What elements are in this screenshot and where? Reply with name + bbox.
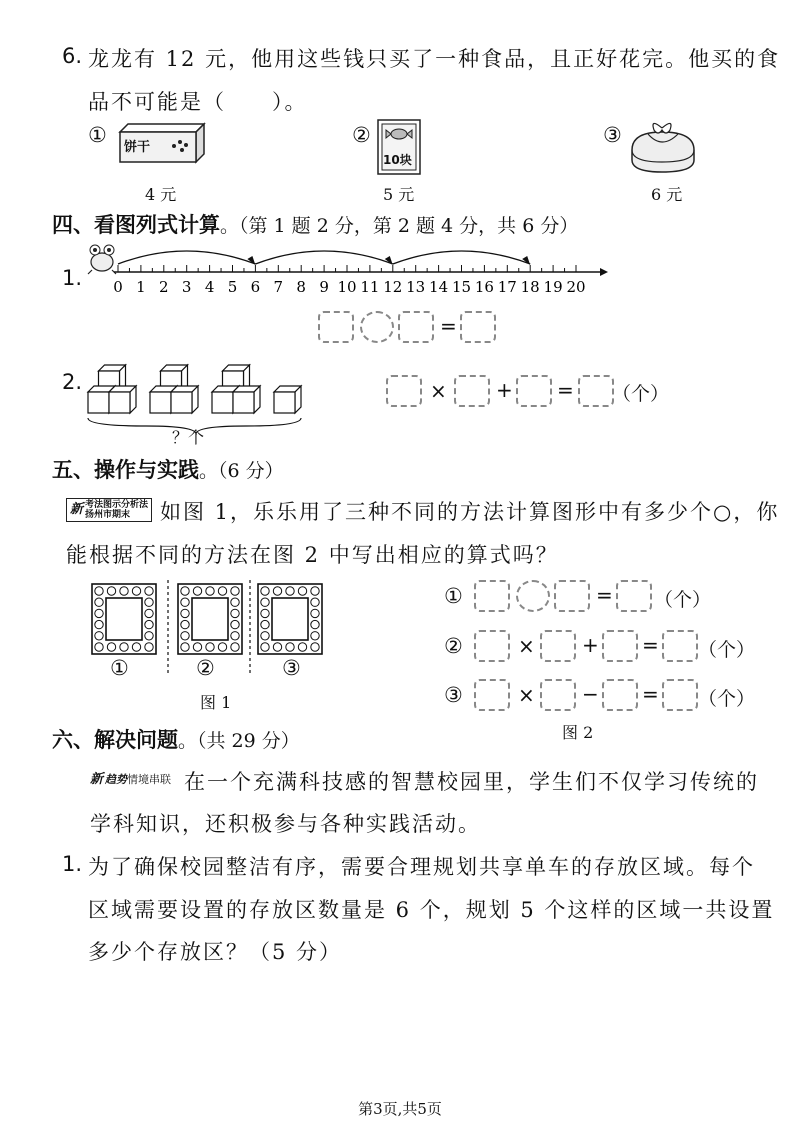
section-5-badge <box>66 498 152 522</box>
dot <box>231 620 239 628</box>
fig2-row3-mark: ③ <box>444 683 463 707</box>
s4-q2-plus: + <box>496 378 513 402</box>
option-1-price: 4 元 <box>145 185 177 204</box>
dot <box>145 632 153 640</box>
fig2-row1-box-1[interactable] <box>474 580 510 612</box>
dot <box>181 609 189 617</box>
tick-label: 4 <box>204 278 215 296</box>
dot <box>261 620 269 628</box>
badge6-bottom: 情境串联 <box>127 773 172 786</box>
s4-q1-equals: = <box>440 314 457 338</box>
dot <box>261 587 269 595</box>
tick-label: 8 <box>296 278 306 296</box>
dot <box>311 598 319 606</box>
tick-label: 3 <box>181 278 192 296</box>
dot <box>311 587 319 595</box>
dot <box>231 587 239 595</box>
cube-front <box>233 392 254 413</box>
cube-front <box>150 392 171 413</box>
badge-new: 新 <box>70 501 84 517</box>
dot <box>181 587 189 595</box>
fig1-mark-3: ③ <box>282 656 301 680</box>
dot <box>311 632 319 640</box>
fig2-row3-box-3[interactable] <box>602 679 638 711</box>
fig2-row2-answer[interactable] <box>662 630 698 662</box>
s6-q1-number: 1. <box>62 852 83 876</box>
fig2-row2-box-3[interactable] <box>602 630 638 662</box>
dot <box>206 643 214 651</box>
tick-label: 19 <box>543 278 563 296</box>
cube-front <box>274 392 295 413</box>
tick-label: 2 <box>159 278 169 296</box>
s6-q1-line3: 多少个存放区？（5 分） <box>88 940 343 964</box>
dot <box>181 632 189 640</box>
tick-label: 13 <box>406 278 426 296</box>
jump-arc <box>393 251 530 264</box>
dot <box>311 609 319 617</box>
dot <box>273 587 281 595</box>
dot <box>181 643 189 651</box>
fig2-row2-times: × <box>518 634 535 658</box>
fig1-mark-1: ① <box>110 656 129 680</box>
dot <box>107 587 115 595</box>
section-4-title: 四、看图列式计算 <box>52 213 220 237</box>
cube-front <box>212 392 233 413</box>
dot <box>181 598 189 606</box>
fig2-row3-unit: （个） <box>698 688 756 710</box>
s6-intro-line2: 学科知识，还积极参与各种实践活动。 <box>90 812 481 836</box>
tick-label: 6 <box>250 278 261 296</box>
fig2-row1-equals: = <box>596 583 613 607</box>
frame-inner <box>106 598 142 640</box>
fig2-row3-box-2[interactable] <box>540 679 576 711</box>
frame-inner <box>272 598 308 640</box>
fig2-row3-box-1[interactable] <box>474 679 510 711</box>
section-5-heading <box>52 454 284 484</box>
dot <box>261 632 269 640</box>
dot <box>193 643 201 651</box>
tick-label: 5 <box>227 278 238 296</box>
s4-q1-number: 1. <box>62 266 83 290</box>
dot <box>261 609 269 617</box>
badge-top: 考法图示分析法 <box>85 500 149 510</box>
fig2-row2-box-1[interactable] <box>474 630 510 662</box>
dot <box>218 643 226 651</box>
s4-q2-brace-label: ？个 <box>172 428 205 447</box>
dot <box>120 643 128 651</box>
dot <box>193 587 201 595</box>
fig2-row2-equals: = <box>642 633 659 657</box>
dot <box>107 643 115 651</box>
tick-label: 1 <box>136 278 146 296</box>
jump-arrowhead <box>247 256 255 265</box>
dot <box>261 598 269 606</box>
tick-label: 20 <box>566 278 586 296</box>
tick-label: 9 <box>319 278 329 296</box>
dot <box>95 609 103 617</box>
dot <box>261 643 269 651</box>
fig2-row1-answer[interactable] <box>616 580 652 612</box>
fig2-row1-box-2[interactable] <box>554 580 590 612</box>
s6-intro-line1: 在一个充满科技感的智慧校园里，学生们不仅学习传统的 <box>184 770 759 794</box>
dot <box>145 609 153 617</box>
cube-front <box>171 392 192 413</box>
dot <box>95 620 103 628</box>
tick-label: 0 <box>113 278 123 296</box>
option-1-mark: ① <box>88 123 107 147</box>
dot <box>298 643 306 651</box>
dot <box>206 587 214 595</box>
fig2-row2-box-2[interactable] <box>540 630 576 662</box>
jump-arrowhead <box>385 256 393 265</box>
tick-label: 7 <box>273 278 284 296</box>
dot <box>231 632 239 640</box>
section-6-title: 六、解决问题 <box>52 728 178 752</box>
s4-q1-box-1[interactable] <box>318 311 354 343</box>
option-2-price: 5 元 <box>383 185 415 204</box>
s4-q2-answer-box[interactable] <box>578 375 614 407</box>
fig2-row2-unit: （个） <box>698 639 756 661</box>
dot <box>120 587 128 595</box>
s6-q1-line2: 区域需要设置的存放区数量是 6 个，规划 5 个这样的区域一共设置 <box>88 898 775 922</box>
s4-q1-box-2[interactable] <box>398 311 434 343</box>
tick-label: 16 <box>474 278 494 296</box>
option-3-price: 6 元 <box>651 185 683 204</box>
s4-q2-number: 2. <box>62 370 83 394</box>
dot <box>311 620 319 628</box>
dot <box>231 609 239 617</box>
badge-bottom: 扬州市期末 <box>85 510 131 520</box>
dot <box>286 643 294 651</box>
badge6-top: 趋势 <box>105 773 128 786</box>
fig1-mark-2: ② <box>196 656 215 680</box>
dot <box>231 643 239 651</box>
number-line <box>100 238 610 300</box>
jump-arc <box>118 251 255 264</box>
dot <box>286 587 294 595</box>
s4-q2-times: × <box>430 379 447 403</box>
dot <box>95 598 103 606</box>
tick-label: 10 <box>337 278 357 296</box>
section-4-score-note: 。（第 1 题 2 分，第 2 题 4 分，共 6 分） <box>220 215 579 237</box>
dot <box>95 643 103 651</box>
cube-front <box>109 392 130 413</box>
fig2-row3-equals: = <box>642 682 659 706</box>
q6-text-line2: 品不可能是（ ）。 <box>88 90 308 114</box>
tick-label: 14 <box>429 278 449 296</box>
page-footer: 第3页,共5页 <box>358 1100 442 1118</box>
candy-label: 10块 <box>383 153 412 167</box>
fig2-row3-answer[interactable] <box>662 679 698 711</box>
fig2-row1-mark: ① <box>444 584 463 608</box>
dot <box>145 643 153 651</box>
dot <box>273 643 281 651</box>
s4-q2-equals: = <box>557 378 574 402</box>
cube-groups-figure <box>86 352 326 438</box>
s4-q2-box-3[interactable] <box>516 375 552 407</box>
dot <box>145 598 153 606</box>
dot <box>132 643 140 651</box>
cake-box-image <box>628 118 698 174</box>
cube-front <box>88 392 109 413</box>
s4-q2-unit: （个） <box>612 383 670 405</box>
badge6-new: 新 <box>90 772 104 787</box>
option-3-mark: ③ <box>603 123 622 147</box>
dot <box>95 587 103 595</box>
section-5-title: 五、操作与实践 <box>52 458 199 482</box>
q6-number: 6. <box>62 44 83 68</box>
s4-q2-box-2[interactable] <box>454 375 490 407</box>
section-6-heading <box>52 724 300 754</box>
s4-q1-operator-circle[interactable] <box>360 311 394 343</box>
section-6-score-note: 。（共 29 分） <box>178 730 300 752</box>
fig2-caption: 图 2 <box>562 723 594 742</box>
q6-text-line1: 龙龙有 12 元，他用这些钱只买了一种食品，且正好花完。他买的食 <box>88 47 781 71</box>
s4-q1-answer-box[interactable] <box>460 311 496 343</box>
s6-q1-line1: 为了确保校园整洁有序，需要合理规划共享单车的存放区域。每个 <box>88 855 755 879</box>
fig2-row1-operator-circle[interactable] <box>516 580 550 612</box>
dot <box>181 620 189 628</box>
frame-inner <box>192 598 228 640</box>
axis-arrow <box>600 268 608 276</box>
section-6-badge <box>90 770 171 789</box>
dot <box>311 643 319 651</box>
tick-label: 15 <box>451 278 472 296</box>
jump-arc <box>255 251 392 264</box>
biscuit-label: 饼干 <box>124 140 151 155</box>
dot <box>145 620 153 628</box>
dot <box>231 598 239 606</box>
jump-arrowhead <box>522 256 530 265</box>
s5-text-line1: 如图 1，乐乐用了三种不同的方法计算图形中有多少个○，你 <box>160 500 780 524</box>
tick-label: 11 <box>360 278 380 296</box>
section-4-heading <box>52 209 578 239</box>
dot <box>218 587 226 595</box>
dot <box>95 632 103 640</box>
fig2-row2-mark: ② <box>444 634 463 658</box>
fig2-row3-minus: − <box>582 682 599 706</box>
fig2-row1-unit: （个） <box>654 589 712 611</box>
s4-q2-box-1[interactable] <box>386 375 422 407</box>
dot <box>145 587 153 595</box>
tick-label: 18 <box>520 278 540 296</box>
option-2-mark: ② <box>352 123 371 147</box>
fig1-caption: 图 1 <box>200 693 232 712</box>
dot <box>132 587 140 595</box>
fig2-row3-times: × <box>518 683 535 707</box>
section-5-score-note: 。（6 分） <box>199 460 284 482</box>
dot <box>298 587 306 595</box>
s5-text-line2: 能根据不同的方法在图 2 中写出相应的算式吗？ <box>66 543 559 567</box>
fig2-row2-plus: + <box>582 633 599 657</box>
tick-label: 12 <box>383 278 403 296</box>
tick-label: 17 <box>497 278 517 296</box>
